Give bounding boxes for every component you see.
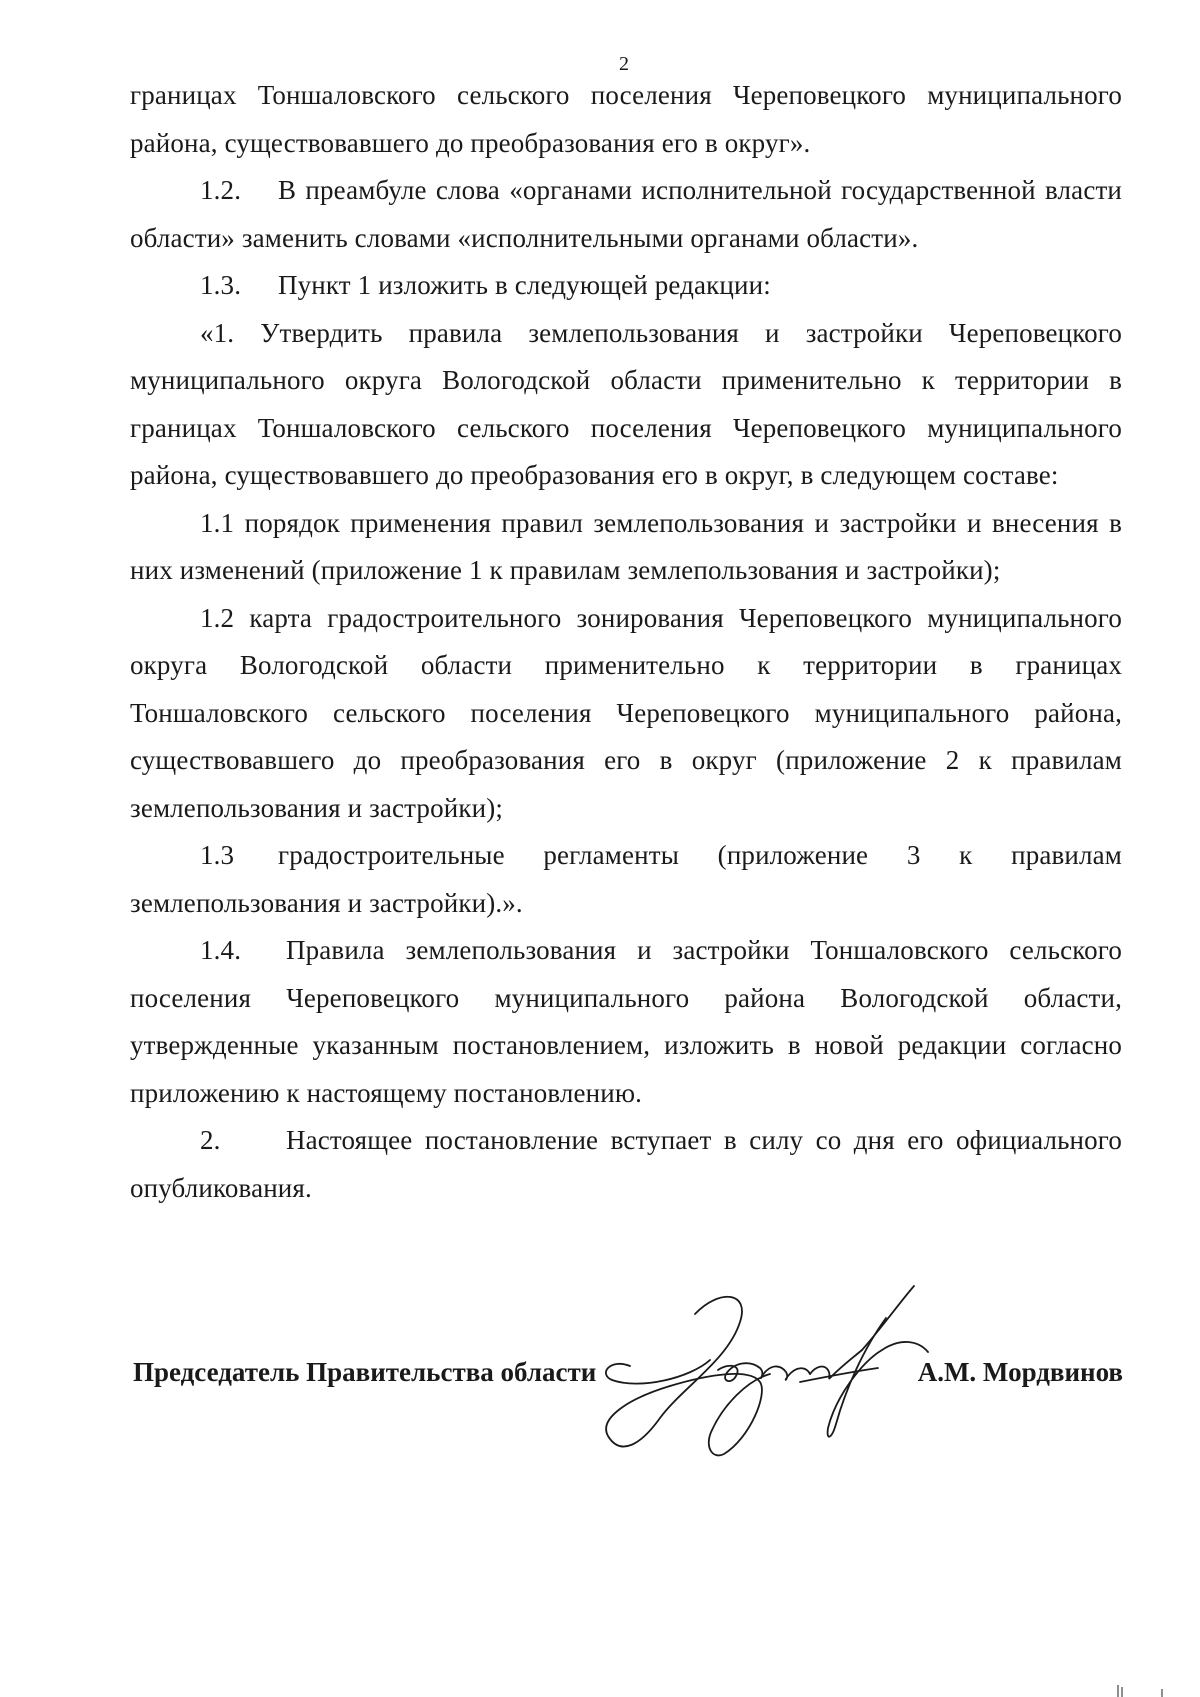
item-text: Правила землепользования и застройки Тоншаловского сельского поселения Череповецкого муниципального района Вологодской области, утвержденные указанным постановлением, изложить в новой редакции согласно приложению к настоящему постановлению. — [130, 935, 1122, 1108]
item-number: 1.3. — [200, 270, 242, 300]
signatory-name: А.М. Мордвинов — [917, 1357, 1123, 1387]
item-text: В преамбуле слова «органами исполнительной государственной власти области» заменить словами «исполнительными органами области». — [130, 175, 1122, 253]
paragraph-continuation: границах Тоншаловского сельского поселения Череповецкого муниципального района, существовавшего до преобразования его в округ». — [130, 80, 1122, 158]
handwritten-signature — [600, 1278, 940, 1458]
paragraph-1-3-regulations — [130, 832, 1122, 927]
item-text: градостроительные регламенты (приложение 3 к правилам землепользования и застройки).». — [130, 840, 1122, 918]
item-text: Настоящее постановление вступает в силу со дня его официального опубликования. — [130, 1125, 1122, 1203]
item-text: Пункт 1 изложить в следующей редакции: — [278, 270, 771, 300]
item-number: 2. — [200, 1125, 221, 1155]
paragraph-1-4 — [130, 927, 1122, 1117]
paragraph-1-1: 1.1 порядок применения правил землепользования и застройки и внесения в них изменений (приложение 1 к правилам землепользования и застройки); — [130, 507, 1122, 585]
paragraph-1-2 — [130, 167, 1122, 262]
paragraph-1-2-map: 1.2 карта градостроительного зонирования Череповецкого муниципального округа Вологодской области применительно к территории в границах Тоншаловского сельского поселения Череповецкого муниципального района, существовавшего до преобразования его в округ (приложение 2 к правилам землепользования и застройки); — [130, 602, 1122, 823]
paragraph-1-3 — [130, 262, 1122, 310]
scan-artifact-marks — [1110, 1683, 1170, 1697]
paragraph-quote-1: «1. Утвердить правила землепользования и застройки Череповецкого муниципального округа Вологодской области применительно к территории в границах Тоншаловского сельского поселения Череповецкого муниципального района, существовавшего до преобразования его в округ, в следующем составе: — [130, 317, 1122, 490]
item-number: 1.2. — [200, 175, 242, 205]
item-number: 1.4. — [200, 935, 242, 965]
document-body — [130, 72, 1122, 1212]
signatory-title: Председатель Правительства области — [133, 1357, 597, 1387]
paragraph-2 — [130, 1117, 1122, 1212]
page-number: 2 — [619, 53, 629, 75]
item-number: 1.3 — [200, 840, 235, 870]
